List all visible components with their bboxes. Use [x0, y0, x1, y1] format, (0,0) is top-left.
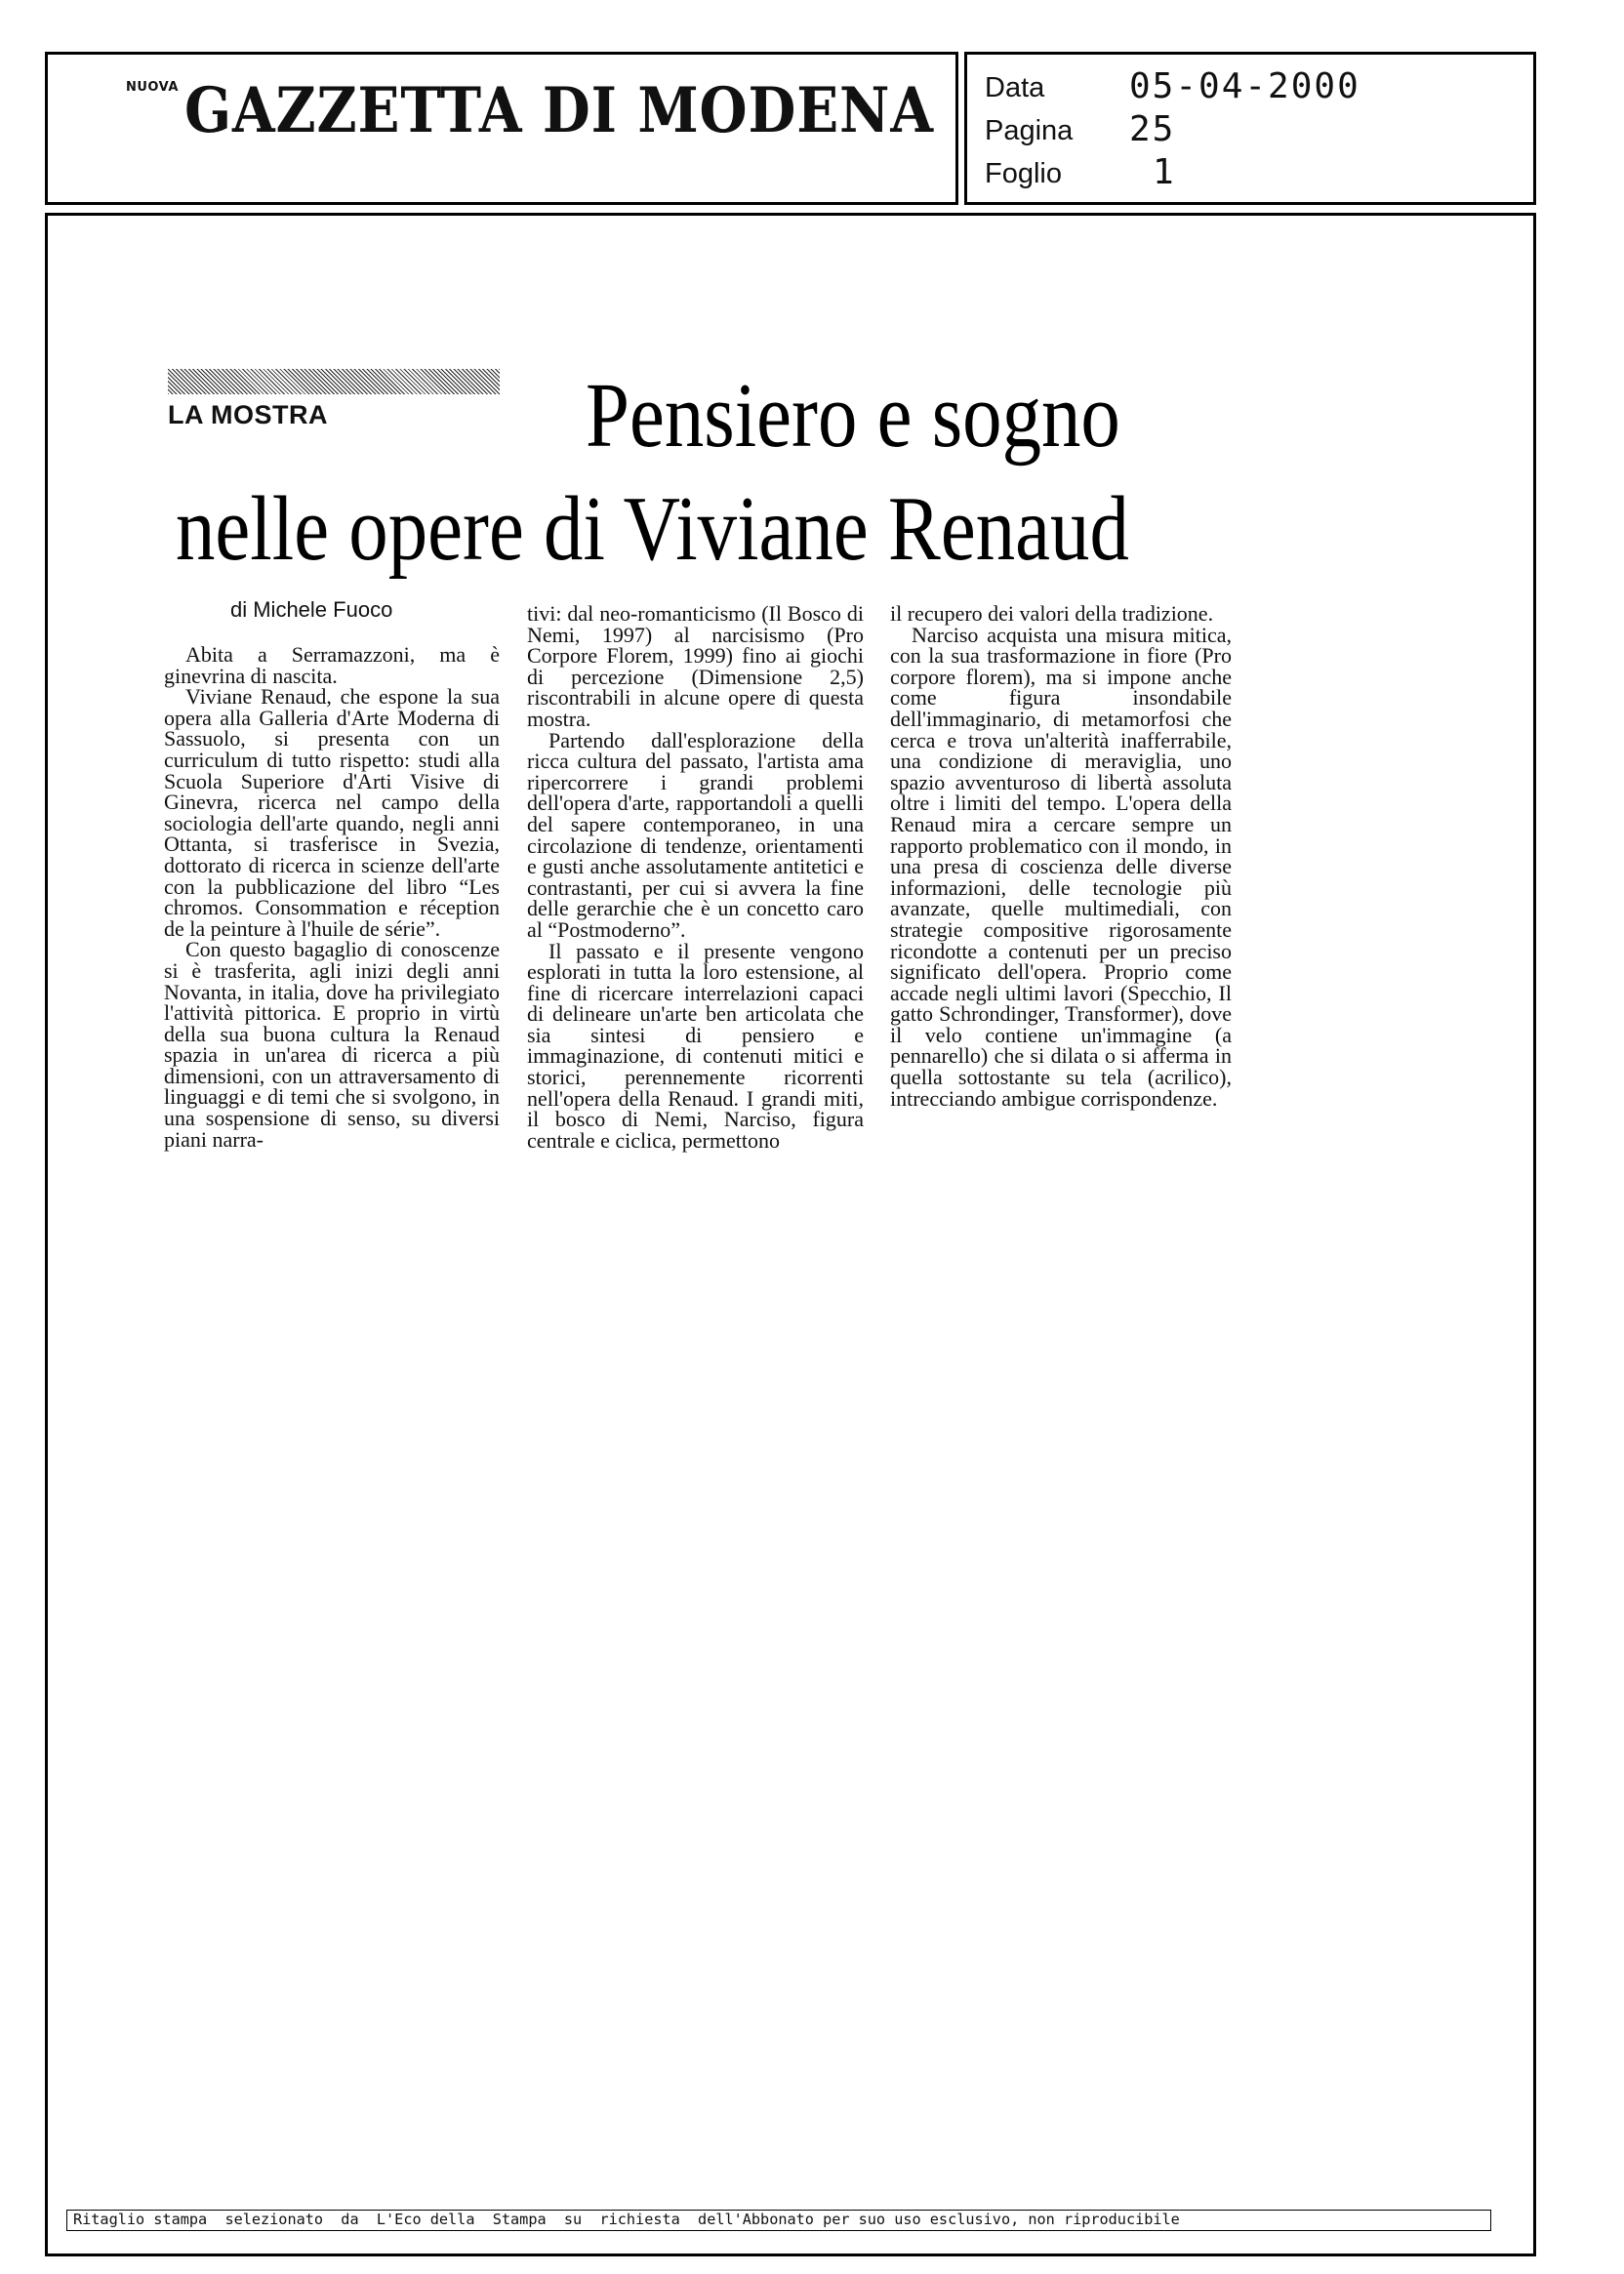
- article-column-3: [890, 603, 1232, 1109]
- paragraph: Partendo dall'esplorazione della ricca cultura del passato, l'artista ama ripercorrere i grandi problemi dell'opera d'arte, rapportandoli a quelli del sapere contemporaneo, in una circolazione di tendenze, orientamenti e gusti anche assolutamente antitetici e contrastanti, per cui si avvera la fine delle gerarchie che è un concetto caro al “Postmoderno”.: [527, 727, 864, 942]
- article-column-1: [164, 644, 500, 1150]
- headline-line-2: nelle opere di Viviane Renaud: [176, 478, 1129, 580]
- meta-label-page: Pagina: [985, 115, 1074, 146]
- headline-line-1: Pensiero e sogno: [586, 365, 1120, 467]
- kicker-pattern-bar: [168, 369, 500, 394]
- paragraph: Il passato e il presente vengono esplorati in tutta la loro estensione, al fine di ricercare interrelazioni capaci di delineare un'arte ben articolata che sia sintesi di pensiero e immaginazione, di contenuti mitici e storici, perennemente ricorrenti nell'opera della Renaud. I grandi miti, il bosco di Nemi, Narciso, figura centrale e ciclica, permettono: [527, 938, 864, 1153]
- meta-label-date: Data: [985, 72, 1045, 103]
- meta-value-sheet: 1: [1153, 152, 1176, 192]
- paragraph: Con questo bagaglio di conoscenze si è trasferita, agli inizi degli anni Novanta, in italia, dove ha privilegiato l'attività pittorica. E proprio in virtù della sua buona cultura la Renaud spazia in un'area di ricerca a più dimensioni, con un attraversamento di linguaggi e di temi che si svolgono, in una sospensione di senso, su diversi piani narra-: [164, 937, 500, 1152]
- byline: di Michele Fuoco: [230, 597, 393, 622]
- meta-value-date: 05-04-2000: [1129, 66, 1360, 106]
- meta-value-page: 25: [1129, 109, 1176, 149]
- paragraph: il recupero dei valori della tradizione.: [890, 601, 1214, 626]
- article-column-2: [527, 603, 864, 1151]
- meta-row-date: [985, 66, 1531, 105]
- paragraph: Viviane Renaud, che espone la sua opera alla Galleria d'Arte Moderna di Sassuolo, si presenta con un curriculum di tutto rispetto: studi alla Scuola Superiore d'Arti Visive di Ginevra, ricerca nel campo della sociologia dell'arte quando, negli anni Ottanta, si trasferisce in Svezia, dottorato di ricerca in scienze dell'arte con la pubblicazione del libro “Les chromos. Consommation e réception de la peinture à l'huile de série”.: [164, 684, 500, 941]
- paragraph: Narciso acquista una misura mitica, con la sua trasformazione in fiore (Pro corpore florem), ma si impone anche come figura insondabile dell'immaginario, di metamorfosi che cerca e trova un'alterità inafferrabile, una condizione di meraviglia, uno spazio avventuroso di libertà assoluta oltre i limiti del tempo. L'opera della Renaud mira a cercare sempre un rapporto problematico con il mondo, in una presa di coscienza delle diverse informazioni, delle tecnologie più avanzate, quelle multimediali, con strategie compositive rigorosamente ricondotte a contenuti per un preciso significato dell'opera. Proprio come accade negli ultimi lavori (Specchio, Il gatto Schrondinger, Transformer), dove il velo contiene un'immagine (a pennarello) che si dilata o si afferma in quella sottostante su tela (acrilico), intrecciando ambigue corrispondenze.: [890, 622, 1232, 1111]
- newspaper-title: GAZZETTA DI MODENA: [183, 74, 934, 147]
- masthead: [126, 74, 1036, 147]
- kicker: LA MOSTRA: [168, 400, 328, 429]
- meta-row-sheet: [985, 152, 1531, 191]
- meta-row-page: [985, 109, 1531, 148]
- paragraph: Abita a Serramazzoni, ma è ginevrina di nascita.: [164, 642, 500, 688]
- meta-label-sheet: Foglio: [985, 158, 1062, 189]
- masthead-box: [45, 52, 958, 205]
- masthead-prefix: NUOVA: [126, 80, 179, 95]
- paragraph: tivi: dal neo-romanticismo (Il Bosco di Nemi, 1997) al narcisismo (Pro Corpore Florem, 1999) fino ai giochi di percezione (Dimensione 2,5) riscontrabili in alcune opere di questa mostra.: [527, 601, 864, 731]
- metadata-box: [964, 52, 1536, 205]
- clipping-footer-notice: Ritaglio stampa selezionato da L'Eco della Stampa su richiesta dell'Abbonato per suo uso esclusivo, non riproducibile: [66, 2210, 1491, 2231]
